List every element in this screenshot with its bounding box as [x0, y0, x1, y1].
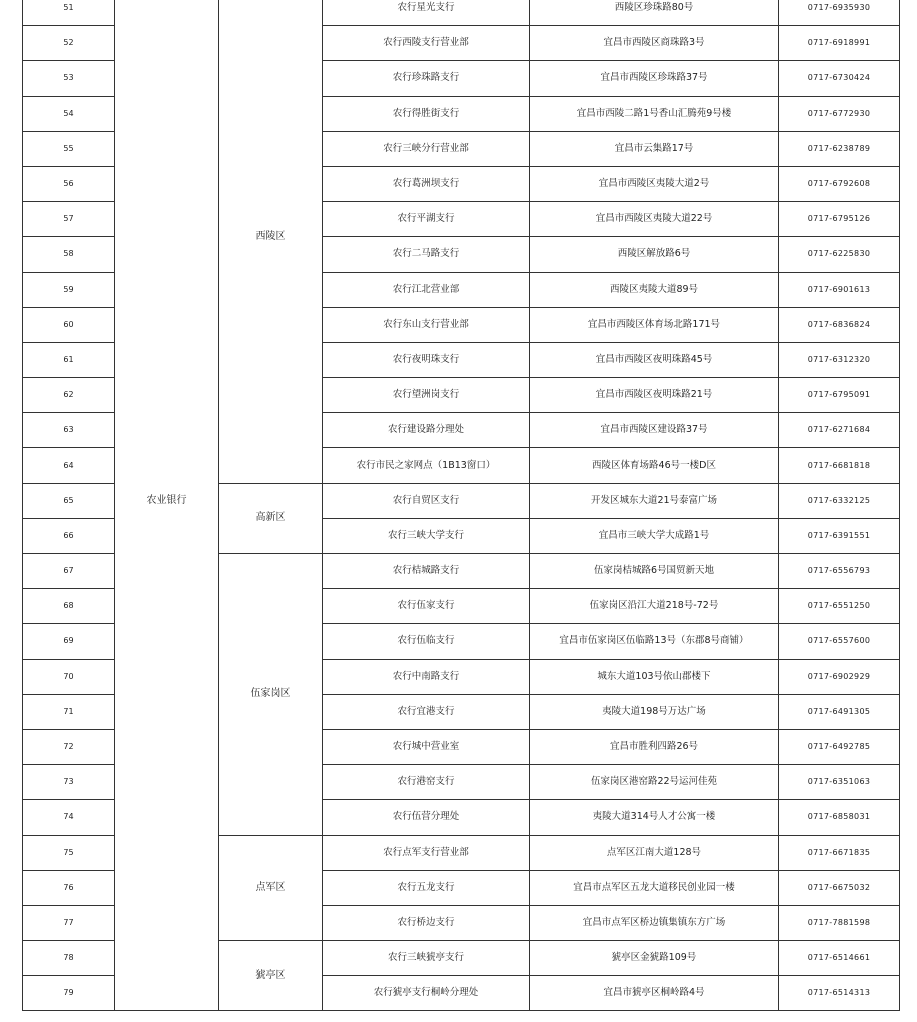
branch-name: 农行三峡大学支行	[323, 518, 530, 553]
row-number: 77	[23, 905, 115, 940]
branch-phone: 0717-6351063	[779, 765, 900, 800]
branch-name: 农行星光支行	[323, 0, 530, 26]
branch-address: 西陵区珍珠路80号	[530, 0, 779, 26]
district-cell: 西陵区	[219, 0, 323, 483]
branch-table	[22, 0, 900, 1011]
branch-name: 农行葛洲坝支行	[323, 166, 530, 201]
branch-address: 宜昌市胜利四路26号	[530, 729, 779, 764]
row-number: 65	[23, 483, 115, 518]
branch-phone: 0717-6671835	[779, 835, 900, 870]
branch-address: 宜昌市点军区五龙大道移民创业园一楼	[530, 870, 779, 905]
row-number: 71	[23, 694, 115, 729]
branch-name: 农行宜港支行	[323, 694, 530, 729]
row-number: 72	[23, 729, 115, 764]
branch-address: 伍家岗区沿江大道218号-72号	[530, 589, 779, 624]
row-number: 64	[23, 448, 115, 483]
table-row	[23, 0, 900, 26]
branch-phone: 0717-6225830	[779, 237, 900, 272]
branch-address: 城东大道103号依山郡楼下	[530, 659, 779, 694]
branch-phone: 0717-6312320	[779, 342, 900, 377]
branch-phone: 0717-6935930	[779, 0, 900, 26]
branch-address: 宜昌市西陵区夜明珠路21号	[530, 378, 779, 413]
row-number: 68	[23, 589, 115, 624]
branch-phone: 0717-6514313	[779, 976, 900, 1011]
branch-address: 宜昌市西陵区夷陵大道2号	[530, 166, 779, 201]
branch-phone: 0717-6551250	[779, 589, 900, 624]
row-number: 67	[23, 554, 115, 589]
branch-address: 西陵区解放路6号	[530, 237, 779, 272]
branch-phone: 0717-6271684	[779, 413, 900, 448]
branch-phone: 0717-6858031	[779, 800, 900, 835]
row-number: 63	[23, 413, 115, 448]
branch-address: 伍家岗区港窑路22号运河佳苑	[530, 765, 779, 800]
row-number: 62	[23, 378, 115, 413]
branch-address: 西陵区体育场路46号一楼D区	[530, 448, 779, 483]
branch-phone: 0717-6514661	[779, 941, 900, 976]
branch-phone: 0717-6795126	[779, 202, 900, 237]
row-number: 61	[23, 342, 115, 377]
row-number: 60	[23, 307, 115, 342]
branch-name: 农行三峡分行营业部	[323, 131, 530, 166]
branch-phone: 0717-7881598	[779, 905, 900, 940]
row-number: 57	[23, 202, 115, 237]
bank-name-cell: 农业银行	[115, 0, 219, 1011]
row-number: 74	[23, 800, 115, 835]
branch-address: 开发区城东大道21号泰富广场	[530, 483, 779, 518]
branch-phone: 0717-6675032	[779, 870, 900, 905]
branch-name: 农行桥边支行	[323, 905, 530, 940]
branch-phone: 0717-6238789	[779, 131, 900, 166]
branch-name: 农行平湖支行	[323, 202, 530, 237]
branch-name: 农行猇亭支行桐岭分理处	[323, 976, 530, 1011]
branch-phone: 0717-6730424	[779, 61, 900, 96]
branch-phone: 0717-6491305	[779, 694, 900, 729]
branch-name: 农行三峡猇亭支行	[323, 941, 530, 976]
branch-phone: 0717-6918991	[779, 26, 900, 61]
row-number: 56	[23, 166, 115, 201]
branch-name: 农行珍珠路支行	[323, 61, 530, 96]
row-number: 59	[23, 272, 115, 307]
branch-address: 猇亭区金猇路109号	[530, 941, 779, 976]
branch-name: 农行西陵支行营业部	[323, 26, 530, 61]
branch-name: 农行伍营分理处	[323, 800, 530, 835]
branch-name: 农行点军支行营业部	[323, 835, 530, 870]
branch-address: 宜昌市西陵区夷陵大道22号	[530, 202, 779, 237]
branch-table-body	[23, 0, 900, 1011]
branch-phone: 0717-6795091	[779, 378, 900, 413]
branch-name: 农行五龙支行	[323, 870, 530, 905]
district-cell: 猇亭区	[219, 941, 323, 1011]
branch-name: 农行得胜街支行	[323, 96, 530, 131]
district-cell: 高新区	[219, 483, 323, 553]
district-cell: 伍家岗区	[219, 554, 323, 836]
branch-address: 伍家岗桔城路6号国贸新天地	[530, 554, 779, 589]
branch-phone: 0717-6391551	[779, 518, 900, 553]
row-number: 58	[23, 237, 115, 272]
branch-phone: 0717-6901613	[779, 272, 900, 307]
row-number: 75	[23, 835, 115, 870]
row-number: 54	[23, 96, 115, 131]
branch-address: 宜昌市西陵区建设路37号	[530, 413, 779, 448]
row-number: 76	[23, 870, 115, 905]
row-number: 79	[23, 976, 115, 1011]
branch-address: 宜昌市云集路17号	[530, 131, 779, 166]
branch-name: 农行港窑支行	[323, 765, 530, 800]
row-number: 52	[23, 26, 115, 61]
branch-name: 农行城中营业室	[323, 729, 530, 764]
row-number: 69	[23, 624, 115, 659]
branch-name: 农行东山支行营业部	[323, 307, 530, 342]
branch-address: 宜昌市西陵区体育场北路171号	[530, 307, 779, 342]
branch-address: 夷陵大道314号人才公寓一楼	[530, 800, 779, 835]
branch-phone: 0717-6902929	[779, 659, 900, 694]
row-number: 55	[23, 131, 115, 166]
branch-address: 宜昌市西陵区商珠路3号	[530, 26, 779, 61]
row-number: 66	[23, 518, 115, 553]
branch-name: 农行伍家支行	[323, 589, 530, 624]
row-number: 53	[23, 61, 115, 96]
branch-address: 宜昌市西陵区珍珠路37号	[530, 61, 779, 96]
branch-name: 农行自贸区支行	[323, 483, 530, 518]
branch-phone: 0717-6492785	[779, 729, 900, 764]
district-cell: 点军区	[219, 835, 323, 941]
branch-address: 宜昌市三峡大学大成路1号	[530, 518, 779, 553]
row-number: 51	[23, 0, 115, 26]
branch-address: 西陵区夷陵大道89号	[530, 272, 779, 307]
branch-name: 农行江北营业部	[323, 272, 530, 307]
branch-address: 宜昌市点军区桥边镇集镇东方广场	[530, 905, 779, 940]
row-number: 78	[23, 941, 115, 976]
branch-phone: 0717-6836824	[779, 307, 900, 342]
branch-name: 农行中南路支行	[323, 659, 530, 694]
branch-name: 农行夜明珠支行	[323, 342, 530, 377]
branch-phone: 0717-6332125	[779, 483, 900, 518]
branch-name: 农行市民之家网点（1B13窗口）	[323, 448, 530, 483]
branch-name: 农行望洲岗支行	[323, 378, 530, 413]
branch-name: 农行二马路支行	[323, 237, 530, 272]
branch-phone: 0717-6681818	[779, 448, 900, 483]
branch-name: 农行桔城路支行	[323, 554, 530, 589]
branch-name: 农行建设路分理处	[323, 413, 530, 448]
branch-phone: 0717-6772930	[779, 96, 900, 131]
branch-address: 点军区江南大道128号	[530, 835, 779, 870]
branch-address: 夷陵大道198号万达广场	[530, 694, 779, 729]
branch-phone: 0717-6556793	[779, 554, 900, 589]
row-number: 73	[23, 765, 115, 800]
branch-address: 宜昌市西陵二路1号香山汇腾苑9号楼	[530, 96, 779, 131]
branch-phone: 0717-6792608	[779, 166, 900, 201]
branch-address: 宜昌市西陵区夜明珠路45号	[530, 342, 779, 377]
row-number: 70	[23, 659, 115, 694]
branch-address: 宜昌市伍家岗区伍临路13号（东郡8号商铺）	[530, 624, 779, 659]
branch-name: 农行伍临支行	[323, 624, 530, 659]
branch-phone: 0717-6557600	[779, 624, 900, 659]
branch-address: 宜昌市猇亭区桐岭路4号	[530, 976, 779, 1011]
